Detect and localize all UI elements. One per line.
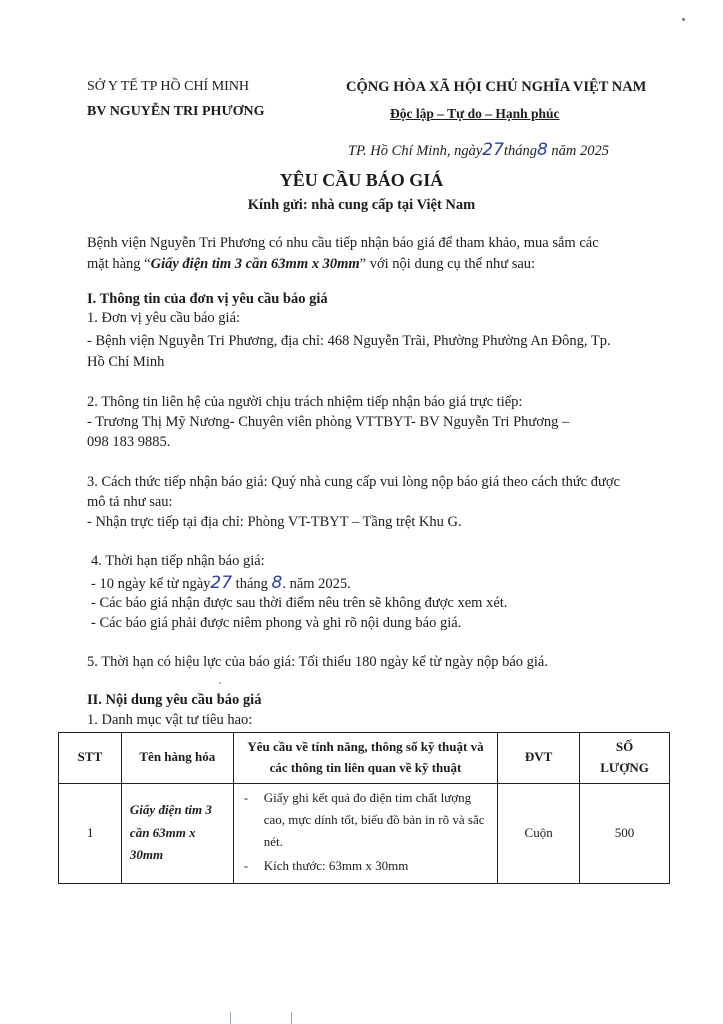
intro-prefix: mặt hàng “ bbox=[87, 256, 151, 272]
cell-item-name bbox=[121, 783, 233, 883]
document-title: YÊU CẦU BÁO GIÁ bbox=[279, 170, 444, 190]
section-1-p4-title: 4. Thời hạn tiếp nhận báo giá: bbox=[91, 553, 265, 569]
deadline-month-handwritten: 8 bbox=[271, 573, 283, 593]
scan-edge-marks bbox=[230, 1012, 292, 1024]
requirement-item: - Kích thước: 63mm x 30mm bbox=[238, 855, 491, 877]
section-2-sub: 1. Danh mục vật tư tiêu hao: bbox=[87, 712, 253, 728]
requirements-list bbox=[238, 787, 491, 877]
item-name-line3: 30mm bbox=[129, 847, 164, 863]
supplies-table bbox=[58, 732, 670, 884]
deadline-suffix: . năm 2025. bbox=[282, 576, 351, 592]
section-1-p3-line2: mô tả như sau: bbox=[87, 494, 173, 510]
intro-line-1: Bệnh viện Nguyễn Tri Phương có nhu cầu tiếp nhận báo giá để tham khảo, mua sắm các bbox=[87, 235, 599, 251]
scan-speck bbox=[682, 18, 685, 21]
requirement-item: - Giấy ghi kết quả đo điện tim chất lượng cao, mực dính tốt, biểu đồ bản in rõ và sắc nét. bbox=[238, 787, 491, 853]
header-stt: STT bbox=[59, 733, 122, 784]
header-qty-line1: SỐ bbox=[615, 739, 634, 754]
agency-name: SỞ Y TẾ TP HỒ CHÍ MINH bbox=[87, 79, 250, 94]
date-prefix: TP. Hồ Chí Minh, ngày bbox=[348, 143, 483, 159]
intro-item-name: Giấy điện tim 3 cần 63mm x 30mm bbox=[150, 256, 360, 272]
table-header-row bbox=[59, 733, 670, 784]
date-month-word: tháng bbox=[503, 143, 537, 159]
header-req-line2: các thông tin liên quan về kỹ thuật bbox=[269, 759, 462, 775]
section-1-p5: 5. Thời hạn có hiệu lực của báo giá: Tối thiểu 180 ngày kể từ ngày nộp báo giá. bbox=[87, 654, 548, 670]
header-item-name: Tên hàng hóa bbox=[121, 733, 233, 784]
header-requirements bbox=[233, 733, 497, 784]
header-quantity bbox=[580, 733, 670, 784]
section-2-heading: II. Nội dung yêu cầu báo giá bbox=[87, 692, 262, 708]
header-qty-line2: LƯỢNG bbox=[600, 759, 649, 775]
cell-stt: 1 bbox=[59, 783, 122, 883]
national-motto: Độc lập – Tự do – Hạnh phúc bbox=[390, 106, 560, 121]
section-1-p1-line1: - Bệnh viện Nguyễn Tri Phương, địa chỉ: 468 Nguyễn Trãi, Phường Phường An Đông, Tp. bbox=[87, 333, 611, 349]
header-req-line1: Yêu cầu về tính năng, thông số kỹ thuật và bbox=[247, 739, 484, 754]
issue-date bbox=[348, 140, 609, 160]
recipient-line: Kính gửi: nhà cung cấp tại Việt Nam bbox=[247, 197, 476, 213]
section-1-p4-line1 bbox=[91, 573, 351, 593]
section-1-p1-title: 1. Đơn vị yêu cầu báo giá: bbox=[87, 310, 241, 326]
date-day-handwritten: 27 bbox=[482, 140, 504, 160]
section-1-p3-line3: - Nhận trực tiếp tại địa chỉ: Phòng VT-TBYT – Tầng trệt Khu G. bbox=[87, 514, 462, 530]
section-1-p4-line2: - Các báo giá nhận được sau thời điểm nêu trên sẽ không được xem xét. bbox=[91, 595, 508, 611]
cell-requirements bbox=[233, 783, 497, 883]
intro-line-2 bbox=[87, 256, 535, 273]
item-name-line2: cần 63mm x bbox=[129, 824, 196, 840]
table-row bbox=[59, 783, 670, 883]
header-unit: ĐVT bbox=[498, 733, 580, 784]
deadline-month-word: tháng bbox=[235, 576, 268, 592]
date-suffix: năm 2025 bbox=[551, 143, 610, 159]
hospital-name: BV NGUYỄN TRI PHƯƠNG bbox=[87, 104, 265, 119]
section-1-heading: I. Thông tin của đơn vị yêu cầu báo giá bbox=[87, 291, 328, 307]
scan-speck bbox=[219, 682, 221, 684]
section-1-p4-line3: - Các báo giá phải được niêm phong và ghi rõ nội dung báo giá. bbox=[91, 615, 462, 631]
cell-unit: Cuộn bbox=[498, 783, 580, 883]
deadline-day-handwritten: 27 bbox=[210, 573, 233, 593]
section-1-p2-line1: - Trương Thị Mỹ Nương- Chuyên viên phòng VTTBYT- BV Nguyễn Tri Phương – bbox=[87, 414, 570, 430]
deadline-prefix: - 10 ngày kể từ ngày bbox=[91, 576, 211, 592]
date-month-handwritten: 8 bbox=[536, 140, 548, 160]
section-1-p2-title: 2. Thông tin liên hệ của người chịu trách nhiệm tiếp nhận báo giá trực tiếp: bbox=[87, 394, 523, 410]
intro-suffix: ” với nội dung cụ thể như sau: bbox=[359, 256, 536, 272]
item-name-line1: Giấy điện tim 3 bbox=[129, 801, 212, 817]
section-1-p1-line2: Hồ Chí Minh bbox=[87, 354, 165, 370]
cell-quantity: 500 bbox=[580, 783, 670, 883]
section-1-p3-line1: 3. Cách thức tiếp nhận báo giá: Quý nhà cung cấp vui lòng nộp báo giá theo cách thức được bbox=[87, 474, 620, 490]
section-1-p2-line2: 098 183 9885. bbox=[87, 434, 171, 450]
national-title: CỘNG HÒA XÃ HỘI CHỦ NGHĨA VIỆT NAM bbox=[346, 79, 647, 95]
